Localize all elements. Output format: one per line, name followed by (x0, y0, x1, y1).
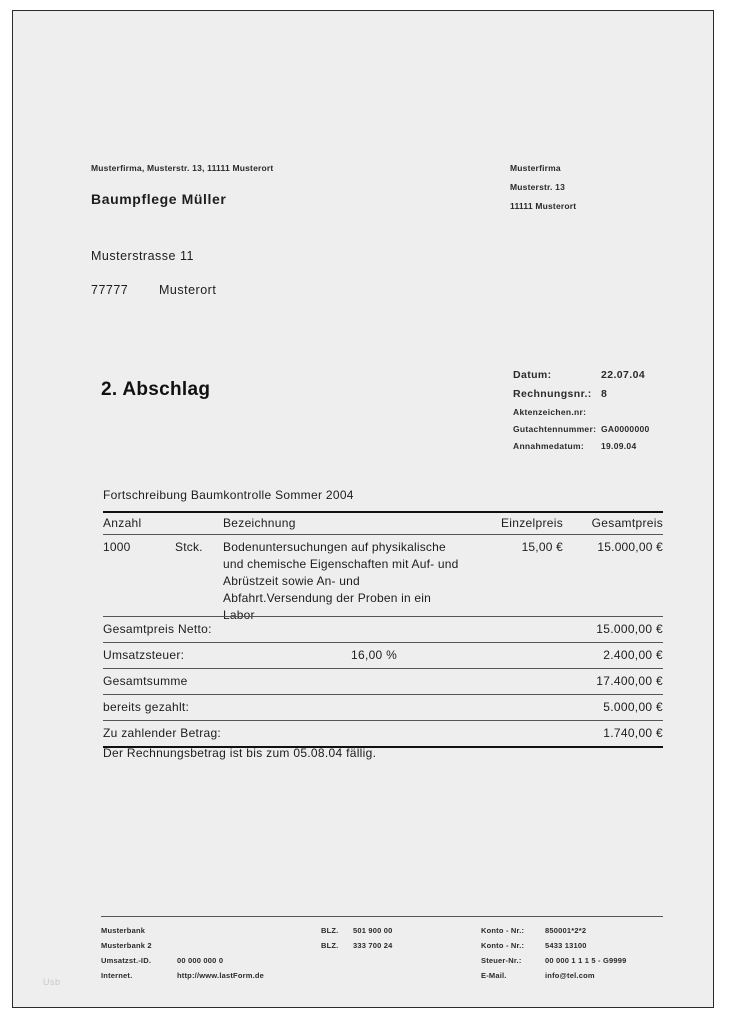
total-value-gesamtsumme: 17.400,00 € (596, 674, 663, 688)
footer-columns (101, 923, 663, 983)
footer-key: Internet. (101, 971, 133, 980)
total-value-netto: 15.000,00 € (596, 622, 663, 636)
cell-gesamtpreis: 15.000,00 € (597, 540, 663, 554)
payment-due-note: Der Rechnungsbetrag ist bis zum 05.08.04 fällig. (103, 746, 377, 760)
total-value-zu-zahlen: 1.740,00 € (603, 726, 663, 740)
header-gesamtpreis: Gesamtpreis (591, 516, 663, 530)
total-label-bereits-gezahlt: bereits gezahlt: (103, 700, 190, 714)
meta-row-datum (513, 369, 650, 381)
total-row-zu-zahlen (103, 721, 663, 746)
total-value-bereits-gezahlt: 5.000,00 € (603, 700, 663, 714)
recipient-street: Musterstrasse 11 (91, 249, 194, 263)
meta-label-gutachtennummer: Gutachtennummer: (513, 424, 597, 434)
total-row-netto (103, 617, 663, 642)
footer-key: Konto - Nr.: (481, 926, 525, 935)
meta-label-rechnungsnr: Rechnungsnr.: (513, 388, 592, 400)
footer-row (481, 968, 663, 983)
footer-value-website[interactable]: http://www.lastForm.de (177, 971, 265, 980)
items-header-row (103, 513, 663, 534)
company-name: Musterfirma (510, 163, 561, 173)
footer-value: 850001*2*2 (545, 926, 587, 935)
total-label-netto: Gesamtpreis Netto: (103, 622, 212, 636)
cell-einheit: Stck. (175, 540, 203, 554)
footer-column-bank (101, 923, 321, 983)
meta-row-annahmedatum (513, 441, 650, 451)
footer-column-konto (481, 923, 663, 983)
footer-key: Konto - Nr.: (481, 941, 525, 950)
total-value-umsatzsteuer: 2.400,00 € (603, 648, 663, 662)
company-street: Musterstr. 13 (510, 182, 566, 192)
meta-value-rechnungsnr: 8 (601, 388, 608, 400)
footer-row (321, 938, 481, 953)
header-anzahl: Anzahl (103, 516, 142, 530)
items-table (103, 511, 663, 630)
totals-table (103, 616, 663, 748)
footer-key: Steuer-Nr.: (481, 956, 522, 965)
total-row-bereits-gezahlt (103, 695, 663, 720)
recipient-city: Musterort (159, 283, 217, 297)
footer-row (481, 953, 663, 968)
total-label-gesamtsumme: Gesamtsumme (103, 674, 188, 688)
recipient-city-line (91, 283, 216, 297)
invoice-meta-block (513, 369, 650, 458)
total-label-umsatzsteuer: Umsatzsteuer: (103, 648, 185, 662)
meta-row-aktenzeichen (513, 407, 650, 417)
footer-key: BLZ. (321, 926, 339, 935)
footer-row (101, 938, 321, 953)
footer-row (481, 923, 663, 938)
total-row-gesamtsumme (103, 669, 663, 694)
meta-value-annahmedatum: 19.09.04 (601, 441, 637, 451)
footer-row (101, 923, 321, 938)
meta-value-gutachtennummer: GA0000000 (601, 424, 650, 434)
company-city: 11111 Musterort (510, 201, 577, 211)
footer-row (101, 953, 321, 968)
total-row-umsatzsteuer (103, 643, 663, 668)
header-einzelpreis: Einzelpreis (501, 516, 563, 530)
recipient-name: Baumpflege Müller (91, 191, 227, 207)
footer-key: Musterbank 2 (101, 941, 152, 950)
corner-watermark: Usb (43, 977, 61, 987)
footer-value: 00 000 1 1 1 5 - G9999 (545, 956, 627, 965)
cell-anzahl: 1000 (103, 540, 131, 554)
document-body (13, 11, 713, 1007)
footer-rule (101, 916, 663, 917)
footer-value-email[interactable]: info@tel.com (545, 971, 595, 980)
meta-label-annahmedatum: Annahmedatum: (513, 441, 584, 451)
footer-row (321, 923, 481, 938)
footer-key: BLZ. (321, 941, 339, 950)
page-footer (101, 916, 663, 983)
footer-value: 5433 13100 (545, 941, 587, 950)
total-mid-umsatzsteuer: 16,00 % (351, 648, 398, 662)
footer-value: 00 000 000 0 (177, 956, 224, 965)
meta-label-aktenzeichen: Aktenzeichen.nr: (513, 407, 587, 417)
footer-value: 333 700 24 (353, 941, 393, 950)
cell-einzelpreis: 15,00 € (521, 540, 563, 554)
recipient-zip: 77777 (91, 283, 129, 297)
meta-row-gutachtennummer (513, 424, 650, 434)
footer-key: Musterbank (101, 926, 146, 935)
header-einheit (175, 516, 223, 530)
cell-bezeichnung: Bodenuntersuchungen auf physikalische und chemische Eigenschaften mit Auf- und Abrüstzeit sowie An- und Abfahrt.Versendung der Proben in ein Labor (223, 540, 459, 622)
sender-return-address: Musterfirma, Musterstr. 13, 11111 Musterort (91, 163, 274, 173)
meta-value-datum: 22.07.04 (601, 369, 646, 381)
header-bezeichnung: Bezeichnung (223, 516, 296, 530)
footer-key: Umsatzst.-ID. (101, 956, 152, 965)
meta-row-rechnungsnr (513, 388, 650, 400)
document-page (12, 10, 714, 1008)
subject-line: Fortschreibung Baumkontrolle Sommer 2004 (103, 488, 354, 502)
document-title: 2. Abschlag (101, 379, 211, 400)
footer-key: E-Mail. (481, 971, 507, 980)
company-address-block (510, 159, 576, 216)
total-label-zu-zahlen: Zu zahlender Betrag: (103, 726, 222, 740)
footer-value: 501 900 00 (353, 926, 393, 935)
footer-row (101, 968, 321, 983)
meta-label-datum: Datum: (513, 369, 552, 381)
footer-row (481, 938, 663, 953)
footer-column-blz (321, 923, 481, 983)
